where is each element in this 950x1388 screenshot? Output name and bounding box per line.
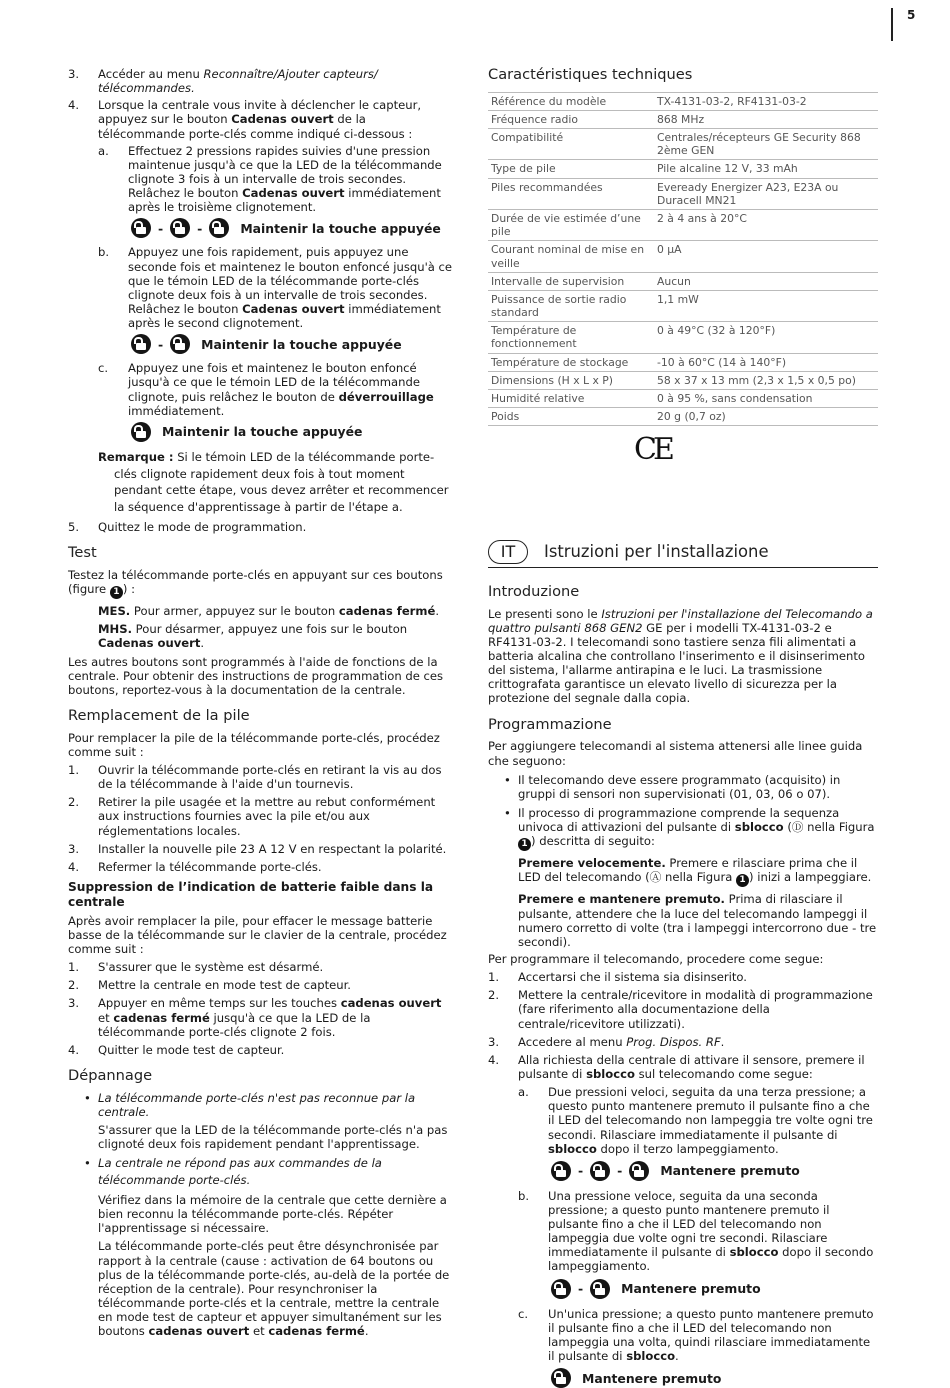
step-number: 2. <box>68 978 80 993</box>
unlock-icon <box>551 1161 571 1181</box>
mes-text: Pour armer, appuyez sur le bouton <box>130 604 339 619</box>
step-text: Alla richiesta della centrale di attivare il sensore, premere il pulsante di <box>518 1052 865 1081</box>
substep-letter: a. <box>518 1085 529 1100</box>
spec-row <box>488 290 878 321</box>
spec-value: 868 MHz <box>654 110 878 128</box>
it-step-1 <box>488 970 878 984</box>
lowbatt-step-2 <box>68 978 456 992</box>
step-text: Mettere la centrale/ricevitore in modalità di programmazione (fare riferimento alla documentazione della centrale/ricevitore utilizzati). <box>518 988 873 1031</box>
doc-title: Istruzioni per l'installazione del Telecomando a quattro pulsanti 868 GEN2 <box>488 606 873 635</box>
spec-key: Référence du modèle <box>488 92 654 110</box>
battery-step <box>68 763 456 791</box>
hold-label: Mantenere premuto <box>660 1163 800 1179</box>
mhs-label: MHS. <box>98 622 132 637</box>
substep-text: immédiatement. <box>128 403 225 418</box>
bullet-text: nella Figura <box>803 820 875 835</box>
menu-name: Prog. Dispos. RF <box>626 1034 721 1049</box>
spec-row <box>488 178 878 209</box>
it-substep-c <box>518 1307 878 1364</box>
substep-text: Una pressione veloce, seguita da una seconda pressione; a questo punto mantenere premuto il pulsante fino a che il LED del telecomando non lampeggia due volte ogni tre secondi. Rilasciare immediatamente il pulsante di <box>548 1188 830 1260</box>
it-substep-b <box>518 1189 878 1274</box>
step-text: Mettre la centrale en mode test de capteur. <box>98 978 351 993</box>
spec-value: Centrales/récepteurs GE Security 868 2ème GEN <box>654 129 878 160</box>
button-name: Cadenas ouvert <box>98 636 201 651</box>
remark-text: Si le témoin LED de la télécommande porte-clés clignote rapidement deux fois à tout moment pendant cette étape, vous devez arrêter et recommencer la séquence d'apprentissage à partir de l'étape a. <box>114 449 449 515</box>
intro-heading: Introduzione <box>488 582 580 600</box>
it-press-sequence-b <box>551 1279 878 1299</box>
step-text: de la télécommande porte-clés comme indiqué ci-dessous : <box>98 112 413 141</box>
hold-label: Maintenir la touche appuyée <box>240 220 441 236</box>
step-text: Refermer la télécommande porte-clés. <box>98 859 322 874</box>
unlock-icon <box>131 334 151 354</box>
figure-number: 1 <box>518 838 531 851</box>
prog-intro: Per aggiungere telecomandi al sistema attenersi alle linee guida che seguono: <box>488 739 863 768</box>
it-step-2 <box>488 988 878 1030</box>
remark-label: Remarque : <box>98 449 174 464</box>
separator: - <box>158 336 164 352</box>
callout-letter: Ⓐ <box>649 870 662 885</box>
step-number: 3. <box>68 67 80 81</box>
substep-text: Effectuez 2 pressions rapides suivies d'une pression maintenue jusqu'à ce que la LED de la télécommande clignote 3 fois à un intervalle de trois secondes. Relâchez le bouton <box>128 143 442 201</box>
test-heading: Test <box>68 544 97 562</box>
test-intro-text: ) : <box>122 582 135 597</box>
button-name: cadenas fermé <box>113 1010 210 1025</box>
step-text: . <box>720 1034 725 1049</box>
trouble-item-1 <box>68 1091 456 1119</box>
bullet-text: ) descritta di seguito: <box>531 834 655 849</box>
step-text: Accedere al menu <box>518 1034 627 1049</box>
step-number: 5. <box>68 520 80 534</box>
press-hold-label: Premere e mantenere premuto. <box>518 892 725 907</box>
substep-a <box>98 144 456 215</box>
spec-row <box>488 389 878 407</box>
callout-letter: Ⓓ <box>791 820 804 835</box>
spec-value: Pile alcaline 12 V, 33 mAh <box>654 160 878 178</box>
press-text: Premere e rilasciare prima che il LED del telecomando ( <box>518 856 858 885</box>
button-name: cadenas ouvert <box>340 996 442 1011</box>
press-quick-label: Premere velocemente. <box>518 856 666 871</box>
step-number: 1. <box>68 763 80 777</box>
spec-key: Fréquence radio <box>488 110 654 128</box>
remark <box>98 449 456 516</box>
left-column <box>68 67 456 1338</box>
button-name: sblocco <box>729 1245 779 1260</box>
step-number: 4. <box>68 98 80 113</box>
it-section-header <box>488 540 878 568</box>
trouble-heading: Dépannage <box>68 1067 153 1084</box>
it-step-3 <box>488 1035 878 1049</box>
press-sequence-c <box>131 422 456 442</box>
mes-text: . <box>435 604 440 619</box>
prog-bullet-1: • Il telecomando deve essere programmato (acquisito) in gruppi di sensori non supervisionati (01, 03, 06 o 07). <box>488 773 878 801</box>
spec-key: Dimensions (H x L x P) <box>488 371 654 389</box>
specs-table <box>488 92 878 426</box>
spec-value: 2 à 4 ans à 20°C <box>654 210 878 241</box>
button-name: sblocco <box>734 820 784 835</box>
unlock-icon <box>131 218 151 238</box>
unlock-icon <box>209 218 229 238</box>
step-text: Retirer la pile usagée et la mettre au rebut conformément aux instructions fournies avec la pile et/ou aux réglementations locales. <box>98 795 436 838</box>
substep-letter: a. <box>98 143 109 158</box>
unlock-icon <box>590 1161 610 1181</box>
spec-key: Puissance de sortie radio standard <box>488 290 654 321</box>
button-name: Cadenas ouvert <box>242 186 345 201</box>
to-program: Per programmare il telecomando, procedere come segue: <box>488 951 824 966</box>
spec-value: TX-4131-03-2, RF4131-03-2 <box>654 92 878 110</box>
prog-bullet-2 <box>488 806 878 851</box>
press-sequence-a <box>131 218 456 238</box>
menu-name: Reconnaître/Ajouter capteurs/ télécommandes. <box>98 67 378 96</box>
spec-value: 58 x 37 x 13 mm (2,3 x 1,5 x 0,5 po) <box>654 371 878 389</box>
separator: - <box>578 1281 584 1297</box>
spec-row <box>488 272 878 290</box>
spec-value: 1,1 mW <box>654 290 878 321</box>
step-number: 3. <box>68 996 80 1011</box>
step-number: 1. <box>488 970 500 985</box>
spec-key: Poids <box>488 408 654 426</box>
spec-row <box>488 241 878 272</box>
spec-row <box>488 322 878 353</box>
step-text: Appuyer en même temps sur les touches <box>98 996 341 1011</box>
separator: - <box>197 220 203 236</box>
mes-label: MES. <box>98 604 131 619</box>
step-text: et <box>98 1010 114 1025</box>
step-text: Quittez le mode de programmation. <box>98 520 307 534</box>
spec-value: Aucun <box>654 272 878 290</box>
step-number: 2. <box>68 795 80 810</box>
button-name: sblocco <box>586 1066 635 1081</box>
it-title: Istruzioni per l'installazione <box>544 541 769 561</box>
step-number: 3. <box>488 1034 500 1049</box>
step-number: 4. <box>68 1042 80 1057</box>
spec-row <box>488 129 878 160</box>
substep-b <box>98 245 456 330</box>
battery-intro: Pour remplacer la pile de la télécommande porte-clés, procédez comme suit : <box>68 730 440 759</box>
page-number: 5 <box>907 8 916 22</box>
trouble-remedy-3 <box>98 1239 456 1338</box>
step-text: Accéder au menu <box>98 67 204 81</box>
substep-letter: c. <box>518 1306 529 1321</box>
separator: - <box>617 1163 623 1179</box>
substep-text: Un'unica pressione; a questo punto mantenere premuto il pulsante fino a che il LED del telecomando non lampeggia una volta, quindi rilasciare immediatamente il pulsante di <box>548 1306 874 1364</box>
step-4 <box>68 98 456 140</box>
remedy-text: et <box>249 1324 269 1339</box>
lowbatt-step-4 <box>68 1043 456 1057</box>
step-text: Quitter le mode test de capteur. <box>98 1042 285 1057</box>
unlock-icon <box>170 218 190 238</box>
intro-text <box>488 607 878 706</box>
spec-value: -10 à 60°C (14 à 140°F) <box>654 353 878 371</box>
test-other: Les autres boutons sont programmés à l'aide de fonctions de la centrale. Pour obtenir des instructions de programmation de ces boutons, reportez-vous à la documentation de la centrale. <box>68 654 444 697</box>
trouble-item-2 <box>68 1155 456 1189</box>
spec-value: Eveready Energizer A23, E23A ou Duracell MN21 <box>654 178 878 209</box>
lowbatt-intro: Après avoir remplacer la pile, pour effacer le message batterie basse de la télécommande sur le clavier de la centrale, procédez comme suit : <box>68 913 447 957</box>
test-intro <box>68 568 456 599</box>
press-sequence-b <box>131 334 456 354</box>
substep-c <box>98 361 456 418</box>
it-substep-a <box>518 1085 878 1156</box>
ce-mark: CE <box>634 432 671 468</box>
bullet-text: Il processo di programmazione comprende la sequenza univoca di attivazioni del pulsante di <box>518 805 840 835</box>
step-text: jusqu'à ce que la LED de la télécommande porte-clés clignote 2 fois. <box>98 1010 371 1039</box>
substep-text: Due pressioni veloci, seguita da una terza pressione; a questo punto mantenere premuto il pulsante fino a che il LED del telecomando non lampeggia tre volte ogni tre secondi. Rilasciare immediatamente il pulsante di <box>548 1085 873 1142</box>
unlock-icon <box>551 1279 571 1299</box>
step-text: S'assurer que le système est désarmé. <box>98 960 324 975</box>
intro-part: GE per i modelli TX-4131-03-2 e RF4131-03-2. I telecomandi sono tastiere senza fili alimentati a batteria alcalina che controllano l'inserimento e il disinserimento del sistema, l'allarme antirapina e le luci. La trasmissione crittografata garantisce un elevato livello di sicurezza per la protezione del segnale dalla copia. <box>488 620 865 706</box>
step-number: 4. <box>488 1052 500 1067</box>
substep-text: Appuyez une fois rapidement, puis appuyez une seconde fois et maintenez le bouton enfoncé jusqu'à ce que le témoin LED de la télécommande porte-clés clignote deux fois à un intervalle de trois secondes. Relâchez le bouton <box>128 245 453 316</box>
step-number: 1. <box>68 960 80 975</box>
step-5 <box>68 520 456 534</box>
unlock-icon <box>170 334 190 354</box>
test-intro-text: Testez la télécommande porte-clés en appuyant sur ces boutons (figure <box>68 567 443 597</box>
substep-letter: c. <box>98 361 109 376</box>
step-text: sul telecomando come segue: <box>634 1066 813 1081</box>
substep-letter: b. <box>98 245 110 260</box>
spec-key: Température de fonctionnement <box>488 322 654 353</box>
step-text: Accertarsi che il sistema sia disinserito. <box>518 970 747 985</box>
step-number: 2. <box>488 988 500 1003</box>
substep-text: dopo il terzo lampeggiamento. <box>596 1141 779 1156</box>
press-quick <box>518 856 878 887</box>
lowbatt-step-1 <box>68 960 456 974</box>
test-mes <box>98 604 456 618</box>
spec-row <box>488 210 878 241</box>
spec-key: Compatibilité <box>488 129 654 160</box>
unlock-icon <box>629 1161 649 1181</box>
press-text: Prima di rilasciare il pulsante, attendere che la luce del telecomando lampeggi il numero corretto di volte (tra i lampeggi intercorrono due - tre secondi). <box>518 892 877 949</box>
specs-heading: Caractéristiques techniques <box>488 66 693 83</box>
button-name: sblocco <box>548 1141 597 1156</box>
spec-key: Intervalle de supervision <box>488 272 654 290</box>
spec-value: 0 µA <box>654 241 878 272</box>
step-text: Lorsque la centrale vous invite à déclencher le capteur, appuyez sur le bouton <box>98 98 422 127</box>
battery-step <box>68 795 456 837</box>
press-hold <box>518 892 878 949</box>
it-press-sequence-a <box>551 1161 878 1181</box>
unlock-icon <box>590 1279 610 1299</box>
substep-text: Appuyez une fois et maintenez le bouton enfoncé jusqu'à ce que le témoin LED de la télécommande clignote, puis relâchez le bouton de <box>128 361 420 404</box>
mhs-text: Pour désarmer, appuyez une fois sur le bouton <box>132 622 408 637</box>
button-name: sblocco <box>626 1349 676 1364</box>
battery-step <box>68 842 456 856</box>
spec-row <box>488 160 878 178</box>
hold-label: Maintenir la touche appuyée <box>162 424 363 440</box>
button-name: déverrouillage <box>338 389 434 404</box>
substep-text: immédiatement après le second clignotement. <box>128 301 441 331</box>
substep-text: dopo il secondo lampeggiamento. <box>548 1245 874 1274</box>
hold-label: Mantenere premuto <box>621 1281 761 1297</box>
spec-row <box>488 408 878 426</box>
substep-letter: b. <box>518 1188 530 1203</box>
trouble-symptom: La télécommande porte-clés n'est pas reconnue par la centrale. <box>98 1090 416 1119</box>
lowbatt-step-3 <box>68 996 456 1038</box>
trouble-symptom: La centrale ne répond pas aux commandes de la télécommande porte-clés. <box>98 1156 382 1188</box>
substep-text: immédiatement après le troisième clignotement. <box>128 186 441 215</box>
substep-text: . <box>675 1349 679 1364</box>
button-name: cadenas fermé <box>338 604 436 619</box>
step-number: 4. <box>68 859 80 874</box>
battery-steps <box>68 763 456 874</box>
spec-key: Courant nominal de mise en veille <box>488 241 654 272</box>
right-column <box>488 66 878 1388</box>
spec-key: Type de pile <box>488 160 654 178</box>
spec-row <box>488 353 878 371</box>
page-divider <box>891 8 893 41</box>
it-press-sequence-c <box>551 1368 878 1388</box>
button-name: cadenas fermé <box>268 1324 365 1339</box>
spec-row <box>488 92 878 110</box>
button-name: Cadenas ouvert <box>242 301 345 316</box>
it-step-4 <box>488 1053 878 1081</box>
press-text: nella Figura <box>661 870 737 885</box>
button-name: Cadenas ouvert <box>231 112 334 127</box>
trouble-remedy-2: Vérifiez dans la mémoire de la centrale que cette dernière a bien reconnu la télécommande porte-clés. Répéter l'apprentissage si nécessaire. <box>98 1192 447 1236</box>
mhs-text: . <box>200 636 205 651</box>
remedy-text: La télécommande porte-clés peut être désynchronisée par rapport à la centrale (cause : activation de 64 boutons ou plus de la télécommande porte-clés, au-delà de la portée de réception de la centrale). Pour resynchroniser la télécommande porte-clés et la centrale, mettre la centrale en mode test de capteur et appuyer simultanément sur les boutons <box>98 1239 450 1339</box>
trouble-remedy-1: S'assurer que la LED de la télécommande porte-clés n'a pas clignoté deux fois rapidement pendant l'apprentissage. <box>98 1123 448 1152</box>
unlock-icon <box>551 1368 571 1388</box>
spec-key: Température de stockage <box>488 353 654 371</box>
figure-number: 1 <box>736 874 749 887</box>
spec-value: 0 à 49°C (32 à 120°F) <box>654 322 878 353</box>
hold-label: Mantenere premuto <box>582 1370 722 1386</box>
lowbatt-heading: Suppression de l’indication de batterie faible dans la centrale <box>68 879 434 909</box>
separator: - <box>578 1163 584 1179</box>
spec-row <box>488 110 878 128</box>
figure-number: 1 <box>110 586 123 599</box>
spec-key: Piles recommandées <box>488 178 654 209</box>
step-number: 3. <box>68 841 80 856</box>
prog-heading: Programmazione <box>488 715 612 733</box>
intro-part: Le presenti sono le <box>488 606 602 621</box>
press-text: ) inizi a lampeggiare. <box>749 870 872 885</box>
unlock-icon <box>131 422 151 442</box>
remedy-text: . <box>364 1324 369 1339</box>
hold-label: Maintenir la touche appuyée <box>201 336 402 352</box>
language-badge: IT <box>488 540 528 564</box>
spec-value: 0 à 95 %, sans condensation <box>654 389 878 407</box>
separator: - <box>158 220 164 236</box>
spec-value: 20 g (0,7 oz) <box>654 408 878 426</box>
test-mhs <box>98 622 456 650</box>
step-text: Installer la nouvelle pile 23 A 12 V en respectant la polarité. <box>98 841 447 856</box>
battery-step <box>68 860 456 874</box>
spec-key: Durée de vie estimée d’une pile <box>488 210 654 241</box>
spec-row <box>488 371 878 389</box>
spec-key: Humidité relative <box>488 389 654 407</box>
battery-heading: Remplacement de la pile <box>68 706 250 724</box>
step-text: Ouvrir la télécommande porte-clés en retirant la vis au dos de la télécommande à l'aide d'un tournevis. <box>98 763 442 792</box>
bullet-text: ( <box>783 820 792 835</box>
button-name: cadenas ouvert <box>148 1324 250 1339</box>
step-3 <box>68 67 456 95</box>
